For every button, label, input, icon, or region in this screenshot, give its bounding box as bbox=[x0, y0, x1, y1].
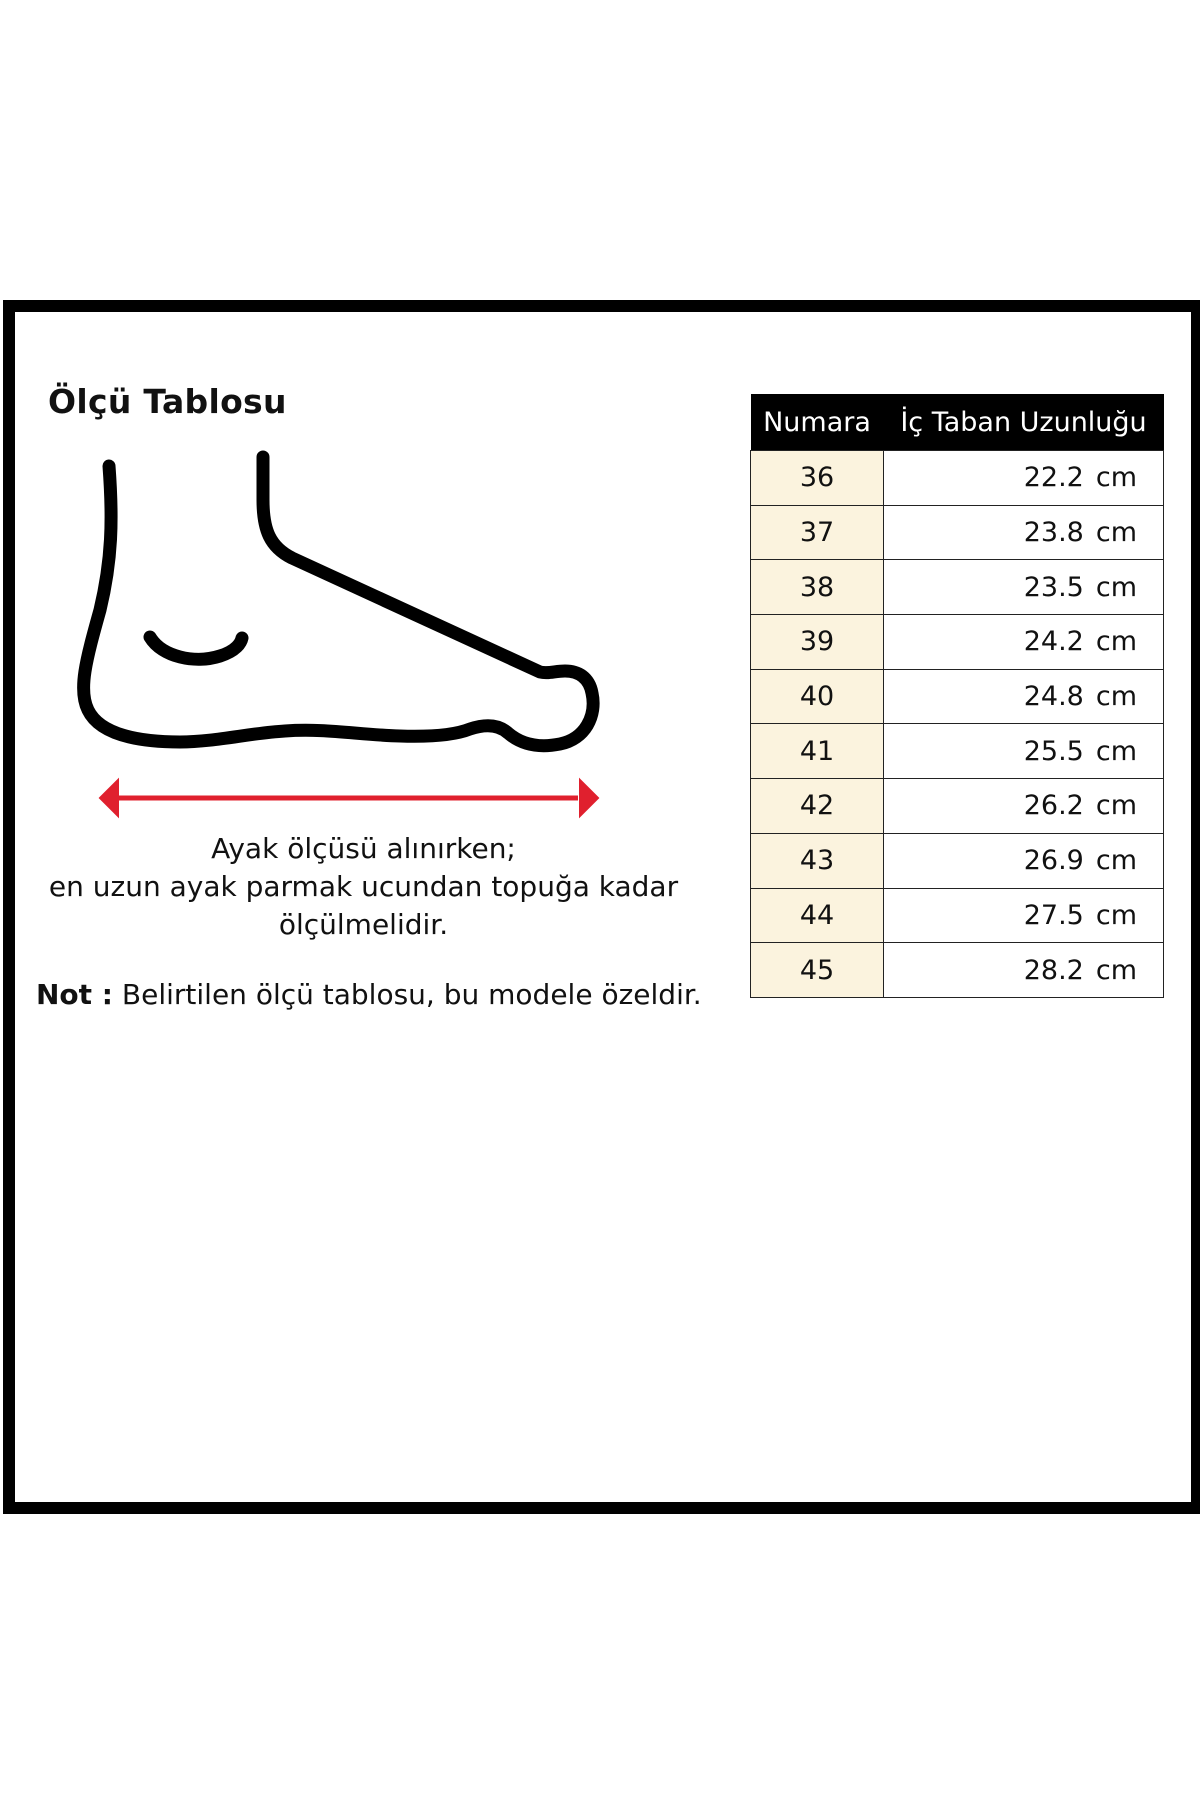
table-row bbox=[751, 888, 1164, 943]
length-value: 28.2 bbox=[1023, 954, 1084, 986]
instructions-line-3: ölçülmelidir. bbox=[278, 908, 449, 941]
length-value: 26.2 bbox=[1023, 790, 1084, 822]
size-cell: 37 bbox=[751, 505, 884, 560]
length-cell bbox=[884, 451, 1164, 506]
table-header-row bbox=[751, 394, 1164, 451]
table-row bbox=[751, 505, 1164, 560]
length-unit: cm bbox=[1095, 790, 1137, 822]
foot-outline-icon bbox=[84, 457, 594, 746]
size-cell: 41 bbox=[751, 724, 884, 779]
table-row bbox=[751, 943, 1164, 998]
length-value: 26.9 bbox=[1023, 845, 1084, 877]
length-unit: cm bbox=[1095, 626, 1137, 658]
length-unit: cm bbox=[1095, 735, 1137, 767]
length-cell bbox=[884, 724, 1164, 779]
measurement-arrow-icon bbox=[100, 780, 598, 816]
size-cell: 40 bbox=[751, 669, 884, 724]
table-row bbox=[751, 560, 1164, 615]
model-note bbox=[36, 978, 702, 1011]
length-value: 22.2 bbox=[1023, 462, 1084, 494]
measurement-instructions bbox=[30, 830, 697, 944]
length-value: 24.2 bbox=[1023, 626, 1084, 658]
size-cell: 43 bbox=[751, 833, 884, 888]
length-cell bbox=[884, 833, 1164, 888]
table-row bbox=[751, 669, 1164, 724]
note-text: Belirtilen ölçü tablosu, bu modele özeldir. bbox=[113, 978, 702, 1011]
length-unit: cm bbox=[1095, 681, 1137, 713]
table-row bbox=[751, 451, 1164, 506]
length-value: 25.5 bbox=[1023, 735, 1084, 767]
length-cell bbox=[884, 505, 1164, 560]
table-row bbox=[751, 779, 1164, 834]
size-cell: 36 bbox=[751, 451, 884, 506]
length-cell bbox=[884, 888, 1164, 943]
size-cell: 39 bbox=[751, 615, 884, 670]
size-cell: 44 bbox=[751, 888, 884, 943]
header-insole-length: İç Taban Uzunluğu bbox=[884, 394, 1164, 451]
size-cell: 38 bbox=[751, 560, 884, 615]
table-row bbox=[751, 724, 1164, 779]
table-row bbox=[751, 833, 1164, 888]
length-unit: cm bbox=[1095, 571, 1137, 603]
length-unit: cm bbox=[1095, 462, 1137, 494]
instructions-line-1: Ayak ölçüsü alınırken; bbox=[211, 832, 516, 865]
length-unit: cm bbox=[1095, 899, 1137, 931]
size-cell: 42 bbox=[751, 779, 884, 834]
instructions-line-2: en uzun ayak parmak ucundan topuğa kadar bbox=[48, 870, 679, 903]
length-cell bbox=[884, 779, 1164, 834]
page-title: Ölçü Tablosu bbox=[48, 382, 287, 421]
table-row bbox=[751, 615, 1164, 670]
note-label: Not : bbox=[36, 978, 113, 1011]
length-value: 23.8 bbox=[1023, 517, 1084, 549]
size-cell: 45 bbox=[751, 943, 884, 998]
length-cell bbox=[884, 943, 1164, 998]
length-cell bbox=[884, 615, 1164, 670]
header-size: Numara bbox=[751, 394, 884, 451]
length-value: 23.5 bbox=[1023, 571, 1084, 603]
length-unit: cm bbox=[1095, 954, 1137, 986]
length-cell bbox=[884, 560, 1164, 615]
length-unit: cm bbox=[1095, 845, 1137, 877]
length-value: 27.5 bbox=[1023, 899, 1084, 931]
length-unit: cm bbox=[1095, 517, 1137, 549]
length-value: 24.8 bbox=[1023, 681, 1084, 713]
length-cell bbox=[884, 669, 1164, 724]
size-table bbox=[750, 394, 1164, 998]
